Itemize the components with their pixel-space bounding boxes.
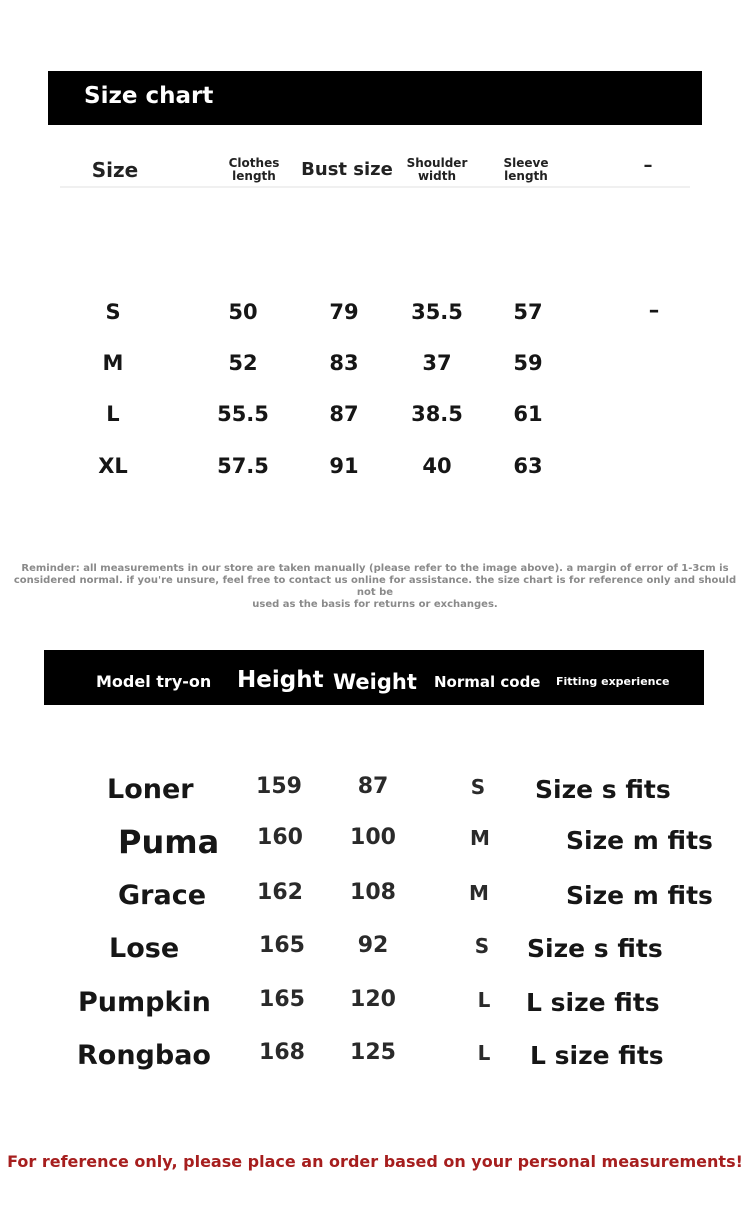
- header-extra: –: [643, 155, 653, 176]
- size-chart-title: Size chart: [84, 83, 214, 109]
- size-cell-sleeve: 63: [513, 454, 543, 478]
- header-sleeve-line2: length: [504, 169, 548, 183]
- size-cell-clothes-length: 57.5: [217, 454, 269, 478]
- size-cell-bust: 79: [329, 300, 359, 324]
- tryon-cell-height: 168: [259, 1040, 305, 1065]
- size-cell-bust: 87: [329, 402, 359, 426]
- size-cell-clothes-length: 50: [228, 300, 258, 324]
- header-clothes-length: [214, 157, 294, 183]
- size-cell-size: M: [102, 351, 124, 375]
- header-height: Height: [237, 667, 324, 693]
- tryon-cell-name: Grace: [118, 880, 207, 911]
- tryon-cell-weight: 92: [357, 933, 389, 958]
- tryon-cell-code: M: [470, 826, 490, 850]
- tryon-cell-fit: L size fits: [530, 1041, 664, 1070]
- size-cell-bust: 83: [329, 351, 359, 375]
- tryon-cell-fit: L size fits: [526, 988, 660, 1017]
- header-normal-code: Normal code: [434, 673, 541, 691]
- tryon-cell-code: M: [469, 881, 489, 905]
- tryon-banner: [44, 650, 704, 705]
- header-shoulder-line1: Shoulder: [406, 156, 468, 170]
- measurement-reminder: [10, 563, 740, 611]
- size-cell-shoulder: 37: [422, 351, 452, 375]
- reminder-line: used as the basis for returns or exchanges.: [252, 599, 498, 610]
- header-size: Size: [91, 158, 139, 182]
- tryon-cell-weight: 87: [357, 774, 389, 799]
- size-cell-clothes-length: 52: [228, 351, 258, 375]
- reminder-line: Reminder: all measurements in our store are taken manually (please refer to the image above). a margin of error of 1-3cm is: [21, 563, 729, 574]
- size-cell-sleeve: 57: [513, 300, 543, 324]
- size-cell-shoulder: 40: [422, 454, 452, 478]
- header-sleeve-length: [486, 157, 566, 183]
- size-chart-banner: [48, 71, 702, 125]
- tryon-cell-fit: Size m fits: [566, 881, 713, 910]
- tryon-cell-code: L: [477, 1041, 491, 1065]
- tryon-cell-height: 160: [257, 825, 303, 850]
- size-cell-size: L: [106, 402, 120, 426]
- size-cell-clothes-length: 55.5: [217, 402, 269, 426]
- tryon-cell-weight: 120: [350, 987, 396, 1012]
- tryon-cell-name: Pumpkin: [78, 987, 211, 1018]
- tryon-cell-height: 159: [256, 774, 302, 799]
- size-cell-extra: –: [648, 298, 660, 322]
- tryon-cell-height: 162: [257, 880, 303, 905]
- footer-note: For reference only, please place an order based on your personal measurements!: [7, 1152, 743, 1171]
- tryon-cell-height: 165: [259, 933, 305, 958]
- tryon-cell-fit: Size s fits: [535, 775, 671, 804]
- header-divider: [60, 186, 690, 188]
- tryon-cell-weight: 108: [350, 880, 396, 905]
- header-clothes-length-line1: Clothes: [228, 156, 280, 170]
- tryon-cell-weight: 100: [350, 825, 396, 850]
- header-model-tryon: Model try-on: [96, 672, 212, 691]
- size-cell-bust: 91: [329, 454, 359, 478]
- tryon-cell-code: L: [477, 988, 491, 1012]
- header-shoulder-line2: width: [417, 169, 457, 183]
- header-shoulder-width: [397, 157, 477, 183]
- size-cell-sleeve: 59: [513, 351, 543, 375]
- header-weight: Weight: [333, 670, 417, 694]
- header-sleeve-line1: Sleeve: [503, 156, 549, 170]
- size-cell-sleeve: 61: [513, 402, 543, 426]
- tryon-cell-weight: 125: [350, 1040, 396, 1065]
- tryon-cell-height: 165: [259, 987, 305, 1012]
- size-cell-size: XL: [98, 454, 128, 478]
- header-fitting-experience: Fitting experience: [556, 675, 670, 688]
- size-cell-shoulder: 38.5: [411, 402, 463, 426]
- tryon-cell-code: S: [470, 775, 486, 799]
- reminder-line: considered normal. if you're unsure, feel free to contact us online for assistance. the size chart is for reference only and should not be: [13, 575, 737, 598]
- size-cell-shoulder: 35.5: [411, 300, 463, 324]
- tryon-cell-fit: Size m fits: [566, 826, 713, 855]
- tryon-cell-name: Lose: [109, 933, 180, 964]
- header-bust-size: Bust size: [301, 159, 393, 180]
- size-cell-size: S: [105, 300, 121, 324]
- tryon-cell-name: Puma: [118, 823, 220, 861]
- tryon-cell-fit: Size s fits: [527, 934, 663, 963]
- tryon-cell-name: Rongbao: [77, 1040, 211, 1071]
- tryon-cell-name: Loner: [107, 774, 194, 805]
- header-clothes-length-line2: length: [232, 169, 276, 183]
- tryon-cell-code: S: [474, 934, 490, 958]
